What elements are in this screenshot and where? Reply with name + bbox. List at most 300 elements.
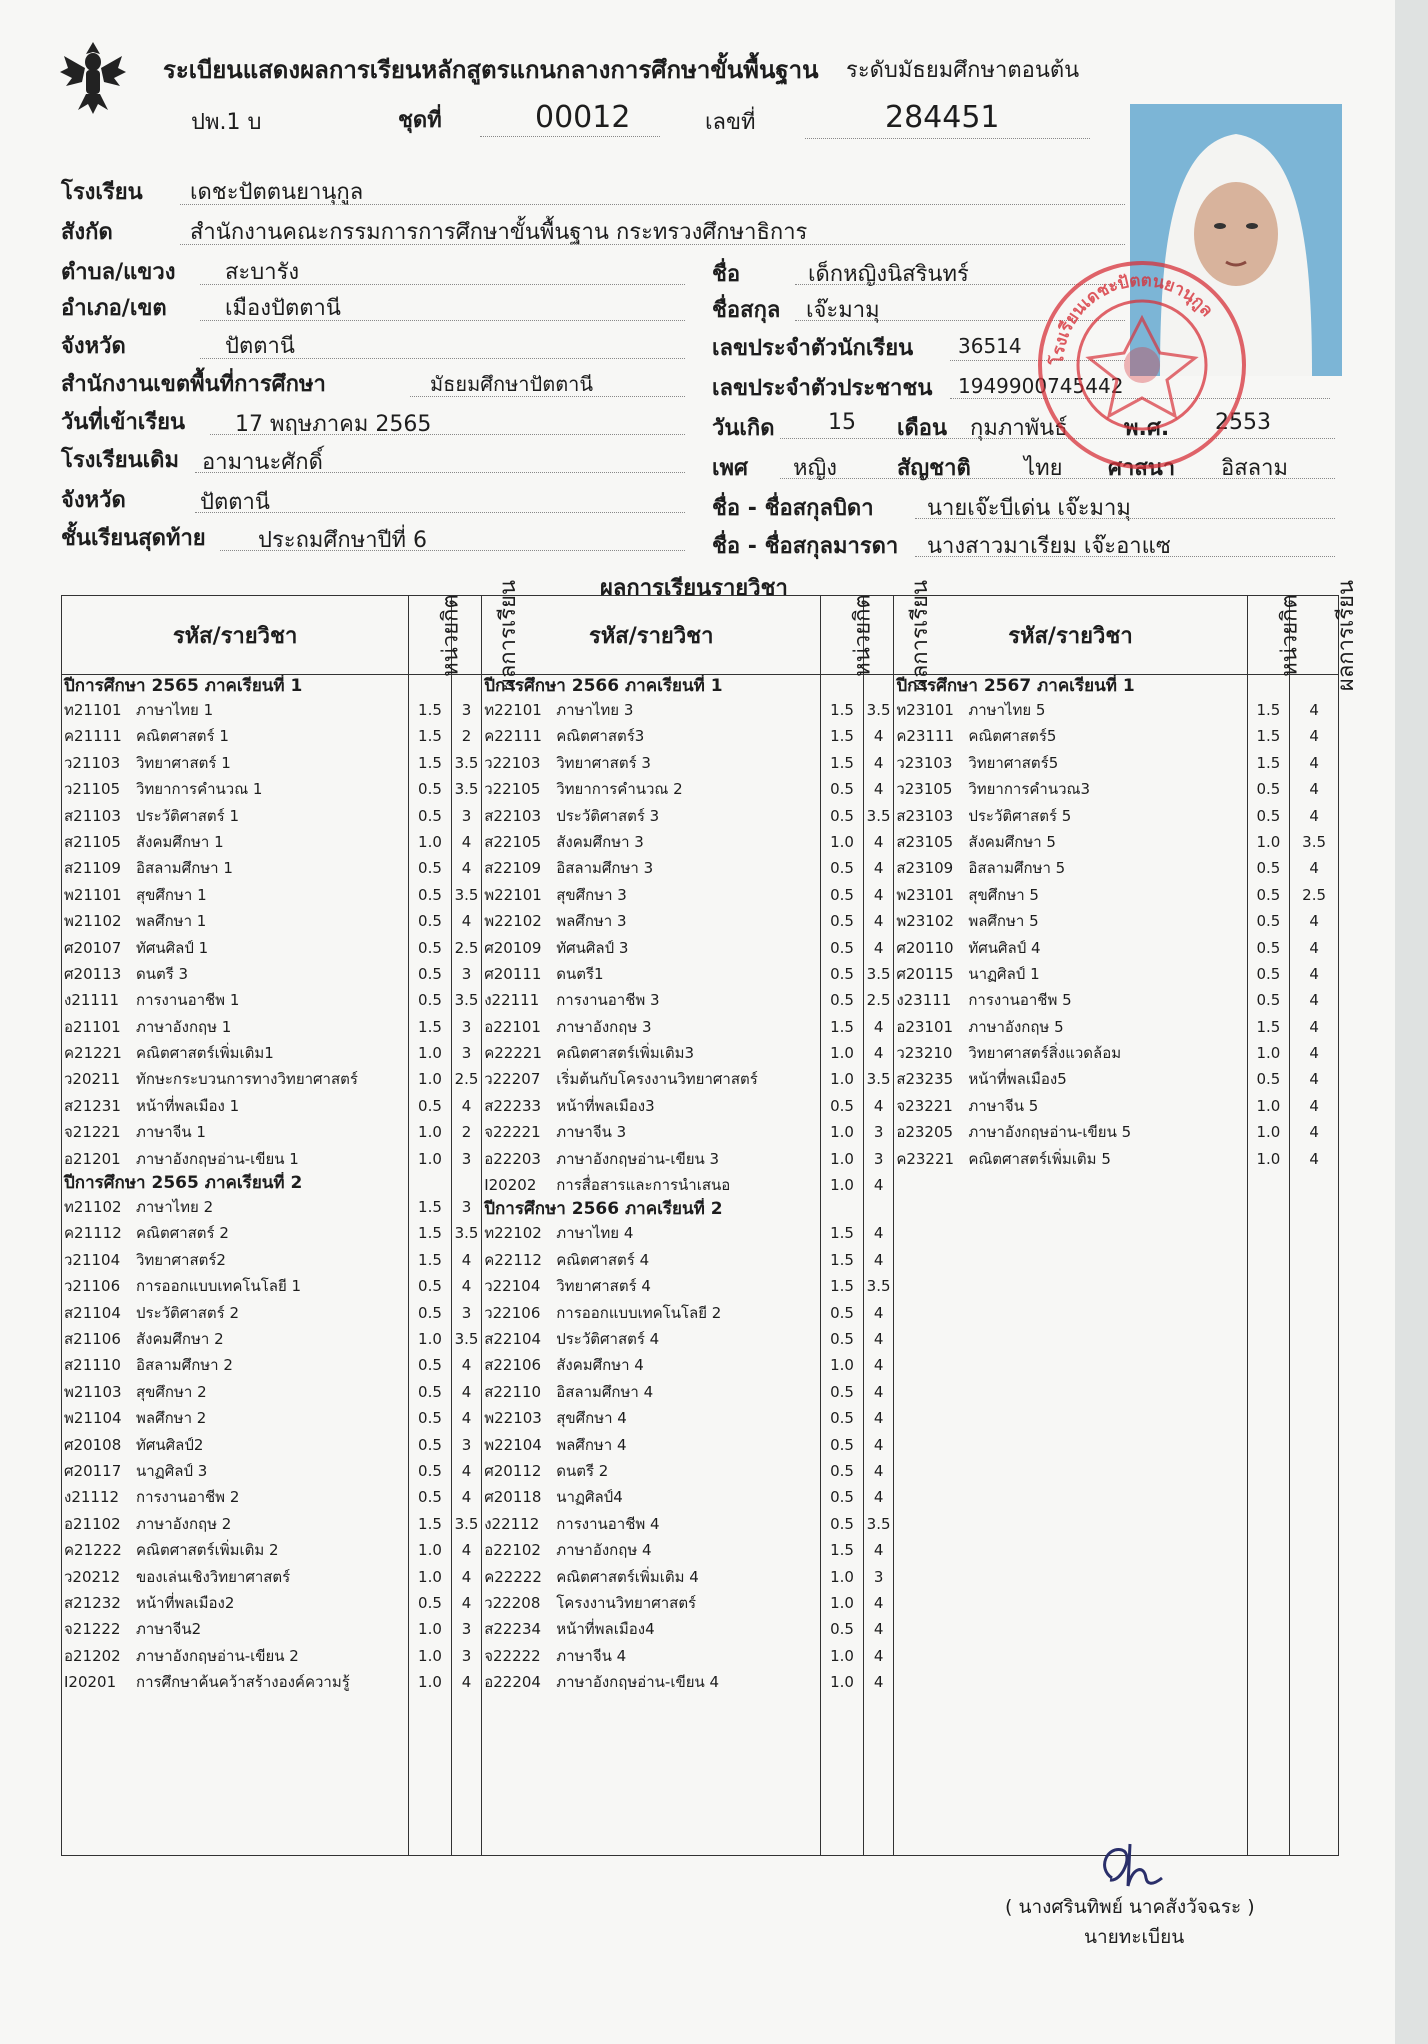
grade-header: ผลการเรียน <box>907 579 933 691</box>
subject-code: อ22204 <box>484 1673 541 1692</box>
credit-value: 0.5 <box>1256 885 1281 904</box>
credit-value: 1.5 <box>830 1250 854 1269</box>
subject-row <box>62 882 408 908</box>
credit-value: 0.5 <box>1256 859 1281 878</box>
subject-row <box>482 1616 820 1642</box>
subject-row <box>62 1119 408 1145</box>
grade-value: 3.5 <box>454 885 479 904</box>
subject-name: ภาษาไทย 4 <box>556 1224 634 1243</box>
registrar-signature <box>1092 1838 1182 1898</box>
education-level: ระดับมัธยมศึกษาตอนต้น <box>846 58 1080 83</box>
subject-code: อ21201 <box>64 1149 121 1168</box>
subject-row <box>894 987 1246 1013</box>
subject-row <box>894 882 1246 908</box>
credit-value: 1.0 <box>830 1593 854 1612</box>
column-3-subjects <box>894 675 1247 1856</box>
grade-value: 4 <box>873 780 884 799</box>
credit-value: 0.5 <box>1256 806 1281 825</box>
grade-value: 3 <box>461 1149 472 1168</box>
credit-value: 0.5 <box>830 1409 854 1428</box>
subject-code: ส22233 <box>484 1096 542 1115</box>
grade-value: 2.5 <box>866 991 891 1010</box>
subject-name: คณิตศาสตร์เพิ่มเติม 5 <box>968 1149 1111 1168</box>
grade-value: 4 <box>461 1356 472 1375</box>
subject-row <box>62 697 408 723</box>
credit-value: 1.5 <box>418 701 442 719</box>
grade-value: 3.5 <box>866 806 891 825</box>
subject-code: ศ20117 <box>64 1461 122 1480</box>
subject-code: ส21231 <box>64 1096 121 1115</box>
credit-value: 1.0 <box>418 1329 442 1348</box>
subject-row <box>482 1643 820 1669</box>
subject-code: พ21102 <box>64 912 122 931</box>
subject-name: ภาษาจีน 1 <box>136 1123 206 1142</box>
subject-name: พลศึกษา 5 <box>968 912 1039 931</box>
subject-header: รหัส/รายวิชา <box>62 596 409 675</box>
subject-name: สุขศึกษา 2 <box>136 1382 207 1401</box>
subject-row <box>894 829 1246 855</box>
credit-value: 0.5 <box>1256 780 1281 799</box>
subject-code: ว23103 <box>896 753 953 772</box>
grade-value: 4 <box>461 1277 472 1296</box>
subject-code: ส21109 <box>64 859 121 878</box>
subject-code: ค21222 <box>64 1541 122 1560</box>
subject-row <box>482 776 820 802</box>
subject-code: ท22102 <box>484 1224 542 1243</box>
credit-value: 1.0 <box>830 1567 854 1586</box>
grade-value: 2.5 <box>454 1070 479 1089</box>
semester-heading: ปีการศึกษา 2566 ภาคเรียนที่ 2 <box>484 1199 723 1220</box>
semester-heading: ปีการศึกษา 2565 ภาคเรียนที่ 2 <box>64 1173 303 1194</box>
grade-value: 4 <box>1309 1044 1319 1063</box>
credit-value: 0.5 <box>418 1303 442 1322</box>
subject-name: ภาษาจีน 3 <box>556 1123 627 1142</box>
grade-value: 4 <box>461 1409 472 1428</box>
subject-name: ภาษาอังกฤษอ่าน-เขียน 1 <box>136 1149 299 1168</box>
credit-value: 1.0 <box>418 1123 442 1142</box>
subject-code: พ21101 <box>64 885 122 904</box>
subject-code: ส21110 <box>64 1356 121 1375</box>
grade-value: 4 <box>873 1329 884 1348</box>
credit-value: 0.5 <box>830 859 854 878</box>
nationality-label: สัญชาติ <box>897 456 971 481</box>
grade-value: 3.5 <box>454 1329 479 1348</box>
grade-value: 4 <box>461 912 472 931</box>
grade-value: 4 <box>1309 964 1319 983</box>
grade-value: 4 <box>873 885 884 904</box>
subject-row <box>482 1300 820 1326</box>
subject-name: พลศึกษา 4 <box>556 1435 627 1454</box>
subject-name: สุขศึกษา 5 <box>968 885 1039 904</box>
subject-name: วิทยาศาสตร์ 1 <box>136 753 231 772</box>
subject-row <box>62 1146 408 1172</box>
credit-value: 0.5 <box>830 912 854 931</box>
entry-date-label: วันที่เข้าเรียน <box>61 410 186 435</box>
subject-name: การงานอาชีพ 3 <box>556 991 660 1010</box>
subject-row <box>62 1511 408 1537</box>
grade-value: 3 <box>461 1303 472 1322</box>
subject-code: ว23105 <box>896 780 953 799</box>
grade-value: 4 <box>873 1461 884 1480</box>
credit-value: 0.5 <box>1256 991 1281 1010</box>
subject-name: การสื่อสารและการนำเสนอ <box>556 1176 731 1195</box>
birth-year: 2553 <box>1215 410 1271 435</box>
subject-name: วิทยาศาสตร์ 4 <box>556 1277 651 1296</box>
subject-row <box>482 961 820 987</box>
credit-value: 1.5 <box>830 1277 854 1296</box>
grade-value: 4 <box>1309 727 1319 746</box>
subject-row <box>482 987 820 1013</box>
credit-value: 1.5 <box>418 1224 442 1243</box>
subject-row <box>482 1146 820 1172</box>
subject-row <box>482 1220 820 1246</box>
grade-value: 4 <box>1309 912 1319 931</box>
previous-school: อามานะศักดิ์ <box>202 450 323 475</box>
grade-value: 4 <box>873 1382 884 1401</box>
grade-value: 2.5 <box>454 938 479 957</box>
credit-value: 1.0 <box>830 1646 854 1665</box>
subject-row <box>894 908 1246 934</box>
subject-code: ค21111 <box>64 727 122 746</box>
credit-value: 0.5 <box>418 1409 442 1428</box>
subject-name: คณิตศาสตร์เพิ่มเติม 4 <box>556 1567 699 1586</box>
subject-row <box>482 1537 820 1563</box>
subject-name: วิทยาศาสตร์ 3 <box>556 753 651 772</box>
subject-row <box>482 1119 820 1145</box>
grade-value: 4 <box>1309 1017 1319 1036</box>
subject-code: จ22221 <box>484 1123 541 1142</box>
subject-code: อ22203 <box>484 1149 541 1168</box>
grade-value: 4 <box>873 1488 884 1507</box>
subject-code: ส22106 <box>484 1356 542 1375</box>
subject-row <box>482 1379 820 1405</box>
number-label: เลขที่ <box>705 110 756 135</box>
subject-row <box>482 1273 820 1299</box>
subject-name: ประวัติศาสตร์ 2 <box>136 1303 240 1322</box>
subject-name: สุขศึกษา 4 <box>556 1409 627 1428</box>
subject-code: ง22111 <box>484 991 540 1010</box>
subject-code: ศ20110 <box>896 938 954 957</box>
grade-value: 4 <box>1309 1123 1319 1142</box>
credit-value: 1.0 <box>1256 1123 1281 1142</box>
subject-code: ค22222 <box>484 1567 542 1586</box>
subject-row <box>482 1432 820 1458</box>
grade-value: 4 <box>873 753 884 772</box>
credit-value: 0.5 <box>1256 912 1281 931</box>
document-title: ระเบียนแสดงผลการเรียนหลักสูตรแกนกลางการศึกษาขั้นพื้นฐาน <box>163 56 819 84</box>
subject-row <box>62 1616 408 1642</box>
credit-value: 1.0 <box>418 1620 442 1639</box>
subject-code: อ23101 <box>896 1017 954 1036</box>
subject-row <box>62 1590 408 1616</box>
credit-value: 0.5 <box>830 1435 854 1454</box>
grade-value: 4 <box>461 1673 472 1692</box>
subject-row <box>482 1040 820 1066</box>
subject-name: คณิตศาสตร์ 1 <box>136 727 229 746</box>
grade-value: 4 <box>873 1409 884 1428</box>
credit-value: 1.0 <box>830 832 854 851</box>
grade-value: 4 <box>461 832 472 851</box>
subject-name: ทัศนศิลป์ 4 <box>968 938 1041 957</box>
credit-value: 1.5 <box>1256 1017 1281 1036</box>
subject-name: คณิตศาสตร์3 <box>556 727 645 746</box>
credit-value: 0.5 <box>830 1096 854 1115</box>
credit-value: 1.0 <box>830 1044 854 1063</box>
subject-code: ส22104 <box>484 1329 542 1348</box>
registrar-title: นายทะเบียน <box>1084 1926 1185 1948</box>
subject-name: ภาษาจีน 5 <box>968 1096 1039 1115</box>
grade-value: 4 <box>461 1461 472 1480</box>
column-2-subjects <box>482 675 821 1856</box>
subject-name: สังคมศึกษา 3 <box>556 832 644 851</box>
subject-name: นาฏศิลป์ 3 <box>136 1461 208 1480</box>
credit-value: 1.5 <box>418 753 442 772</box>
grade-value: 3 <box>461 1017 472 1036</box>
grade-value: 3.5 <box>1302 832 1327 851</box>
credit-value: 0.5 <box>418 806 442 825</box>
credit-value: 0.5 <box>830 806 854 825</box>
credit-value: 0.5 <box>1256 1070 1281 1089</box>
subject-name: ภาษาไทย 3 <box>556 701 634 719</box>
credit-value: 1.5 <box>1256 727 1281 746</box>
subject-code: ส22110 <box>484 1382 542 1401</box>
subject-code: ท23101 <box>896 701 954 719</box>
subject-code: ค23221 <box>896 1149 955 1168</box>
subject-code: ว22105 <box>484 780 541 799</box>
subject-code: ศ20108 <box>64 1435 122 1454</box>
subject-row <box>482 750 820 776</box>
subject-code: ง22112 <box>484 1514 540 1533</box>
subject-name: วิทยาการคำนวณ3 <box>968 780 1090 799</box>
subject-code: ศ20113 <box>64 964 122 983</box>
credit-value: 1.0 <box>418 1646 442 1665</box>
subject-row <box>62 803 408 829</box>
father-name: นายเจ๊ะบีเด่น เจ๊ะมามุ <box>927 496 1131 521</box>
credit-value: 0.5 <box>418 1356 442 1375</box>
credit-value: 1.0 <box>418 1673 442 1692</box>
grade-value: 4 <box>461 1593 472 1612</box>
subject-name: หน้าที่พลเมือง 1 <box>136 1096 240 1115</box>
subject-row <box>482 1564 820 1590</box>
subject-row <box>482 723 820 749</box>
subject-name: หน้าที่พลเมือง3 <box>556 1096 655 1115</box>
grade-value: 3.5 <box>866 1070 891 1089</box>
subject-code: ส21232 <box>64 1593 121 1612</box>
grade-value: 4 <box>873 1044 884 1063</box>
subject-code: พ23101 <box>896 885 954 904</box>
district: เมืองปัตตานี <box>225 296 341 321</box>
subject-name: คณิตศาสตร์เพิ่มเติม1 <box>136 1044 274 1063</box>
subject-code: ท21102 <box>64 1198 122 1217</box>
student-id: 36514 <box>958 334 1022 358</box>
subject-row <box>62 1643 408 1669</box>
sex: หญิง <box>793 456 837 481</box>
credit-value: 0.5 <box>418 1435 442 1454</box>
grade-value: 4 <box>461 1382 472 1401</box>
subject-name: อิสลามศึกษา 4 <box>556 1382 654 1401</box>
registrar-name: ( นางศรินทิพย์ นาคสังวัจฉระ ) <box>1005 1896 1255 1918</box>
credit-value: 1.5 <box>830 1541 854 1560</box>
column-1-credits <box>409 675 452 1856</box>
subject-row <box>482 803 820 829</box>
subject-row <box>482 1669 820 1695</box>
previous-province-label: จังหวัด <box>61 488 126 513</box>
subject-name: ภาษาจีน 4 <box>556 1646 627 1665</box>
subject-name: การงานอาชีพ 2 <box>136 1488 240 1507</box>
subject-name: ทักษะกระบวนการทางวิทยาศาสตร์ <box>136 1070 358 1089</box>
grade-value: 4 <box>873 1224 884 1243</box>
grade-value: 4 <box>873 1541 884 1560</box>
subject-name: คณิตศาสตร์เพิ่มเติม 2 <box>136 1541 279 1560</box>
subject-code: อ22102 <box>484 1541 541 1560</box>
grade-value: 4 <box>873 1435 884 1454</box>
subject-row <box>62 1537 408 1563</box>
credit-value: 0.5 <box>418 1461 442 1480</box>
subject-code: ว21103 <box>64 753 121 772</box>
subject-name: พลศึกษา 2 <box>136 1409 207 1428</box>
subject-code: อ21102 <box>64 1514 121 1533</box>
subject-code: ส22234 <box>484 1620 542 1639</box>
grade-value: 4 <box>461 1096 472 1115</box>
subject-name: ประวัติศาสตร์ 5 <box>968 806 1072 825</box>
subject-row <box>62 1432 408 1458</box>
subject-name: ภาษาไทย 2 <box>136 1198 214 1217</box>
credit-value: 1.0 <box>1256 832 1281 851</box>
table-header-row <box>62 596 1339 675</box>
birth-month: กุมภาพันธ์ <box>970 416 1068 441</box>
subject-code: ว22106 <box>484 1303 541 1322</box>
subject-row <box>62 750 408 776</box>
credit-value: 0.5 <box>830 938 854 957</box>
subject-code: พ22103 <box>484 1409 542 1428</box>
subject-code: ส23109 <box>896 859 954 878</box>
subject-name: ภาษาอังกฤษ 5 <box>968 1017 1064 1036</box>
subject-name: การงานอาชีพ 5 <box>968 991 1072 1010</box>
grade-value: 4 <box>1309 701 1319 719</box>
subject-name: อิสลามศึกษา 1 <box>136 859 233 878</box>
credit-value: 1.5 <box>418 727 442 746</box>
document-number: 284451 <box>885 100 1000 135</box>
grade-value: 4 <box>1309 806 1319 825</box>
credit-value: 0.5 <box>418 1488 442 1507</box>
province-label: จังหวัด <box>61 334 126 359</box>
subject-name: หน้าที่พลเมือง5 <box>968 1070 1067 1089</box>
grade-value: 4 <box>1309 938 1319 957</box>
subject-code: จ21222 <box>64 1620 121 1639</box>
last-grade-label: ชั้นเรียนสุดท้าย <box>61 526 206 551</box>
subject-row <box>62 1669 408 1695</box>
student-name: เด็กหญิงนิสรินทร์ <box>808 262 969 287</box>
subject-row <box>62 1247 408 1273</box>
credit-value: 1.0 <box>1256 1044 1281 1063</box>
subject-name: พลศึกษา 1 <box>136 912 207 931</box>
grade-header: ผลการเรียน <box>495 579 521 691</box>
grade-value: 4 <box>873 1176 884 1195</box>
subject-code: ส22105 <box>484 832 542 851</box>
grade-value: 4 <box>1309 991 1319 1010</box>
credit-value: 0.5 <box>418 885 442 904</box>
subject-row <box>482 1172 820 1198</box>
school-name: เดชะปัตตนยานุกูล <box>190 180 364 205</box>
previous-school-label: โรงเรียนเดิม <box>61 448 179 473</box>
subject-code: พ21104 <box>64 1409 122 1428</box>
svg-text:โรงเรียนเดชะปัตตนยานุกูล: โรงเรียนเดชะปัตตนยานุกูล <box>1047 270 1217 366</box>
subject-row <box>482 935 820 961</box>
subject-code: พ23102 <box>896 912 954 931</box>
school-label: โรงเรียน <box>61 180 143 205</box>
credit-value: 1.0 <box>830 1356 854 1375</box>
subdistrict-label: ตำบล/แขวง <box>61 260 176 285</box>
grade-value: 4 <box>461 1567 472 1586</box>
credit-value: 0.5 <box>418 991 442 1010</box>
subject-name: อิสลามศึกษา 5 <box>968 859 1066 878</box>
affiliation-label: สังกัด <box>61 220 113 245</box>
subject-name: สุขศึกษา 3 <box>556 885 627 904</box>
credit-value: 0.5 <box>830 780 854 799</box>
credit-value: 1.5 <box>830 727 854 746</box>
credit-value: 1.0 <box>418 1541 442 1560</box>
subject-code: ศ20107 <box>64 938 122 957</box>
credit-value: 0.5 <box>830 1461 854 1480</box>
credit-value: 1.5 <box>418 1250 442 1269</box>
subject-code: อ21202 <box>64 1646 121 1665</box>
set-label: ชุดที่ <box>398 108 442 133</box>
grade-value: 4 <box>1309 780 1319 799</box>
subject-code: ค21221 <box>64 1044 122 1063</box>
credit-value: 1.0 <box>830 1123 854 1142</box>
subject-row <box>482 1326 820 1352</box>
credit-value: 0.5 <box>418 938 442 957</box>
credit-value: 0.5 <box>830 1382 854 1401</box>
grade-value: 4 <box>873 912 884 931</box>
subject-name: ภาษาอังกฤษ 3 <box>556 1017 652 1036</box>
subject-name: คณิตศาสตร์5 <box>968 727 1057 746</box>
grade-value: 4 <box>1309 859 1319 878</box>
birth-month-label: เดือน <box>897 416 948 441</box>
subject-name: วิทยาศาสตร์สิ่งแวดล้อม <box>968 1044 1122 1063</box>
student-id-label: เลขประจำตัวนักเรียน <box>712 336 914 361</box>
grade-value: 3 <box>873 1567 884 1586</box>
subject-row <box>62 723 408 749</box>
subject-row <box>62 1326 408 1352</box>
subject-name: ภาษาอังกฤษ 2 <box>136 1514 232 1533</box>
subject-code: พ21103 <box>64 1382 122 1401</box>
semester-heading: ปีการศึกษา 2567 ภาคเรียนที่ 1 <box>896 676 1135 696</box>
subject-name: วิทยาการคำนวณ 1 <box>136 780 263 799</box>
credit-value: 0.5 <box>418 912 442 931</box>
grade-value: 3 <box>461 1620 472 1639</box>
nationality: ไทย <box>1024 456 1063 481</box>
subject-code: I20201 <box>64 1673 117 1692</box>
subject-code: ค22111 <box>484 727 542 746</box>
column-2-grades <box>863 675 893 1856</box>
subject-row <box>62 1458 408 1484</box>
credit-value: 1.0 <box>830 1176 854 1195</box>
student-surname: เจ๊ะมามุ <box>806 298 880 323</box>
subject-row <box>62 1484 408 1510</box>
grade-value: 3 <box>461 1646 472 1665</box>
subject-row <box>894 1066 1246 1092</box>
subject-code: ว21104 <box>64 1250 121 1269</box>
credit-value: 0.5 <box>418 1593 442 1612</box>
grade-value: 3.5 <box>454 991 479 1010</box>
subject-row <box>894 697 1246 723</box>
subject-name: ทัศนศิลป์ 1 <box>136 938 209 957</box>
subject-header: รหัส/รายวิชา <box>482 596 821 675</box>
subject-row <box>894 855 1246 881</box>
credit-value: 0.5 <box>418 859 442 878</box>
credit-value: 1.0 <box>830 1149 854 1168</box>
